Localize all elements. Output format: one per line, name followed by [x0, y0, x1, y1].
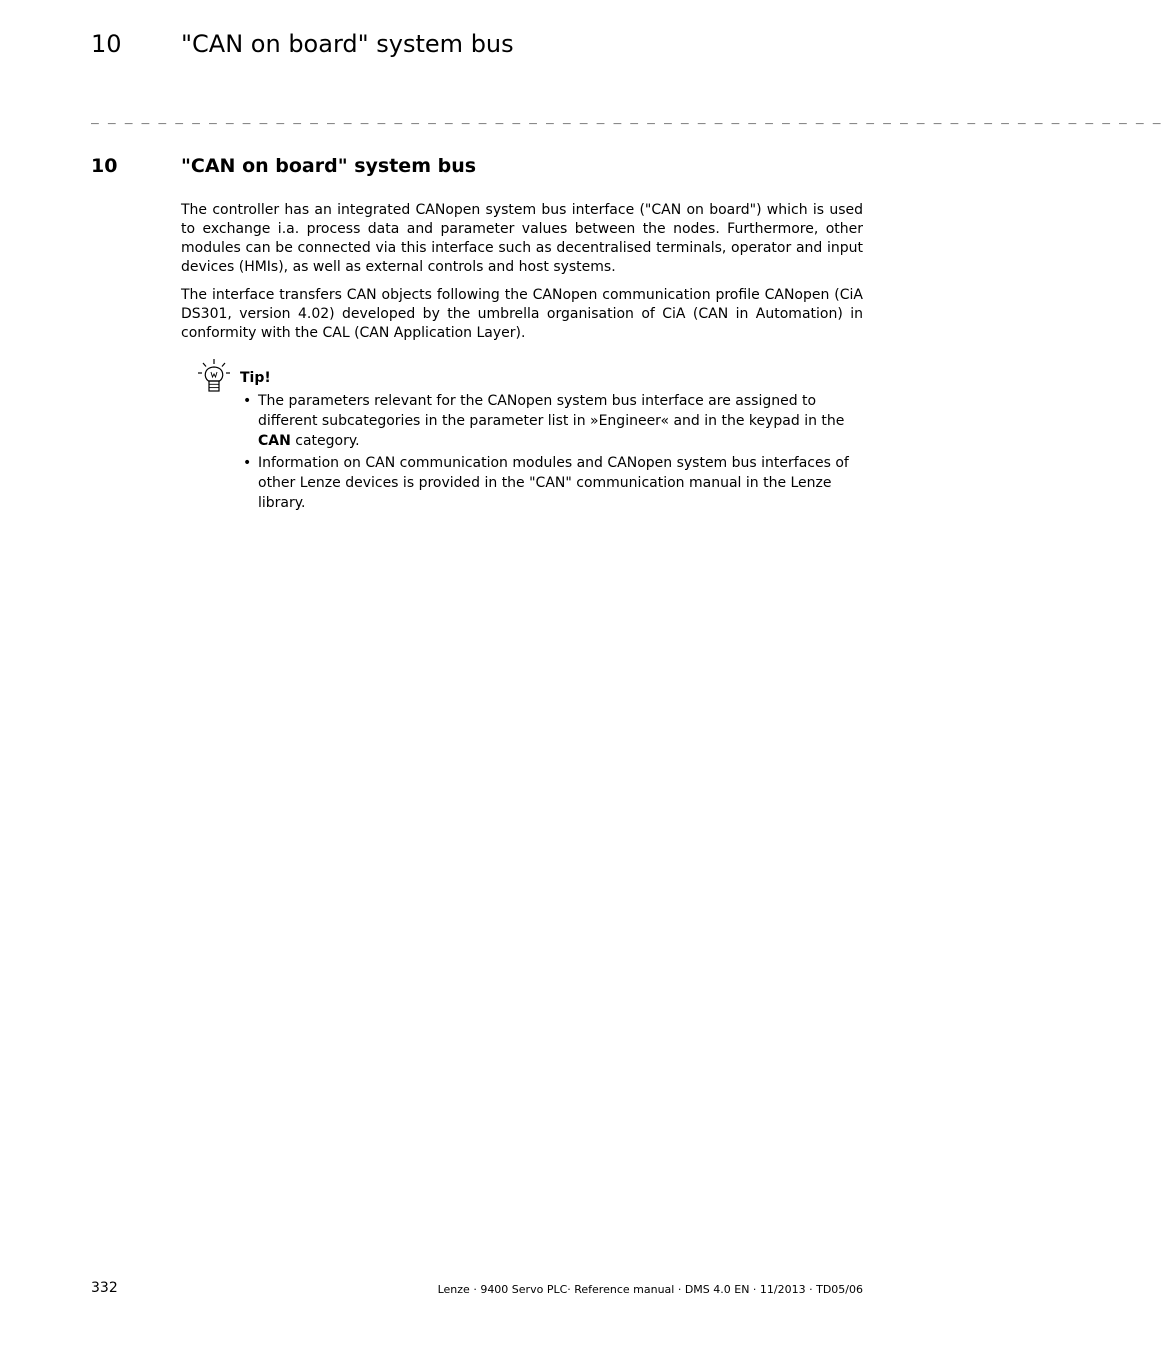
tip-label: Tip! — [240, 370, 271, 386]
lightbulb-icon — [197, 358, 231, 394]
keypad-category-name: CAN — [258, 433, 291, 449]
section-title: "CAN on board" system bus — [181, 155, 477, 177]
section-number: 10 — [91, 155, 118, 177]
running-header-title: "CAN on board" system bus — [181, 30, 514, 58]
bullet: • — [243, 455, 252, 471]
running-header-number: 10 — [91, 30, 122, 58]
tip-item-text: The parameters relevant for the CANopen system bus interface are assigned to different subcategories in the parameter list in »Engineer« and in the keypad in the — [258, 393, 845, 429]
tip-item — [243, 391, 871, 451]
tip-item-text-end: category. — [290, 433, 360, 449]
tip-list — [243, 391, 871, 515]
page-number: 332 — [91, 1280, 118, 1296]
tip-item-text: Information on CAN communication modules and CANopen system bus interfaces of other Lenze devices is provided in the "CAN" communication manual in the Lenze library. — [258, 455, 849, 511]
bullet: • — [243, 393, 252, 409]
footer-reference: Lenze · 9400 Servo PLC· Reference manual · DMS 4.0 EN · 11/2013 · TD05/06 — [437, 1283, 863, 1296]
header-separator: _ _ _ _ _ _ _ _ _ _ _ _ _ _ _ _ _ _ _ _ _ _ _ _ _ _ _ _ _ _ _ _ _ _ _ _ _ _ _ _ _ _ _ _ _ _ _ _ _ _ _ _ _ _ _ _ _ _ _ _ _ _ _ _ — [91, 110, 1161, 125]
interface-paragraph: The interface transfers CAN objects following the CANopen communication profile CANopen (CiA DS301, version 4.02) developed by the umbrella organisation of CiA (CAN in Automation) in conformity with the CAL (CAN Application Layer). — [181, 287, 863, 341]
running-header — [91, 28, 871, 60]
section-heading — [91, 152, 871, 180]
intro-paragraph: The controller has an integrated CANopen system bus interface ("CAN on board") which is used to exchange i.a. process data and parameter values between the nodes. Furthermore, other modules can be connected via this interface such as decentralised terminals, operator and input devices (HMIs), as well as external controls and host systems. — [181, 202, 863, 275]
tip-item — [243, 453, 871, 513]
